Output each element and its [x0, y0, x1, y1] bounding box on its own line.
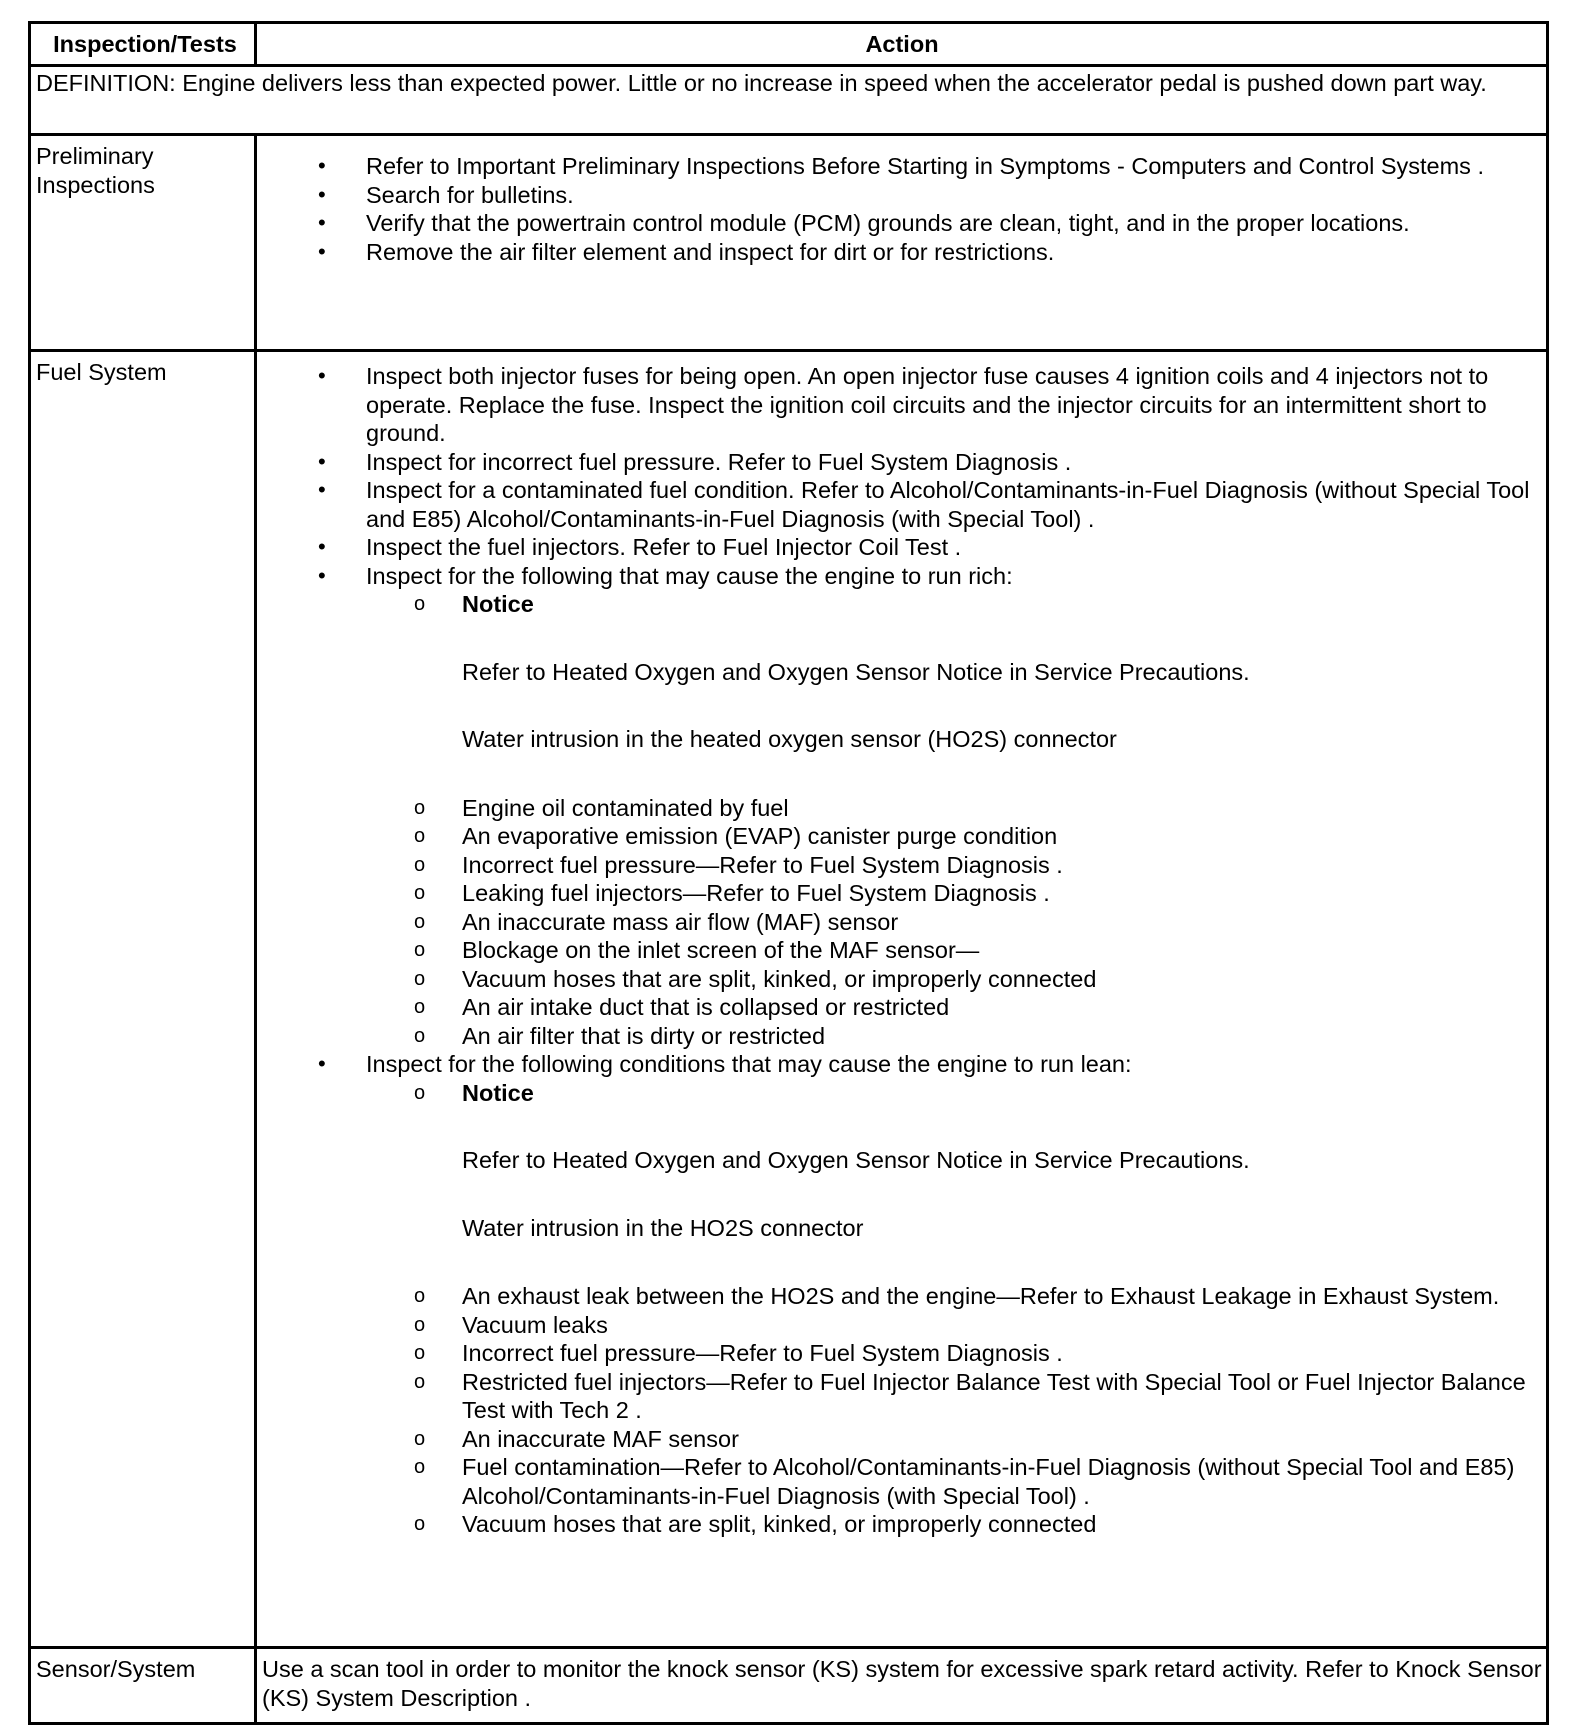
run-lean-sublist	[362, 1079, 1542, 1539]
list-item: • Inspect for incorrect fuel pressure. Refer to Fuel System Diagnosis .	[262, 448, 1542, 477]
sensor-system-label: Sensor/System	[31, 1649, 257, 1722]
list-item: • Remove the air filter element and inspect for dirt or for restrictions.	[262, 238, 1542, 267]
list-item: • Inspect both injector fuses for being open. An open injector fuse causes 4 ignition coils and 4 injectors not to operate. Replace the fuse. Inspect the ignition coil circuits and the injector circuits for an intermittent short to ground.	[262, 362, 1542, 448]
list-item: • Inspect the fuel injectors. Refer to Fuel Injector Coil Test .	[262, 533, 1542, 562]
fuel-list	[262, 362, 1542, 1539]
notice-title: o Notice	[462, 591, 534, 617]
sub-list-item: o Vacuum leaks	[362, 1311, 1542, 1340]
notice-extra: Water intrusion in the HO2S connector	[462, 1214, 864, 1241]
sub-list-item: o Incorrect fuel pressure—Refer to Fuel System Diagnosis .	[362, 1339, 1542, 1368]
sensor-system-row	[31, 1649, 1546, 1722]
notice-extra: Water intrusion in the heated oxygen sensor (HO2S) connector	[462, 726, 1117, 752]
header-inspection-tests: Inspection/Tests	[31, 24, 257, 64]
sub-list-item: o Blockage on the inlet screen of the MAF sensor—	[362, 936, 1542, 965]
sub-list-item: o Vacuum hoses that are split, kinked, or improperly connected	[362, 965, 1542, 994]
sub-list-item: o Leaking fuel injectors—Refer to Fuel System Diagnosis .	[362, 879, 1542, 908]
preliminary-inspections-actions	[257, 136, 1546, 349]
run-rich-sublist	[362, 590, 1542, 1050]
preliminary-list	[262, 152, 1542, 266]
fuel-system-row	[31, 352, 1546, 1649]
sub-list-item: o An air intake duct that is collapsed or restricted	[362, 993, 1542, 1022]
notice-item	[362, 590, 1542, 794]
sub-list-item: o An inaccurate mass air flow (MAF) sensor	[362, 908, 1542, 937]
list-item-run-lean	[262, 1050, 1542, 1539]
sub-list-item: o Fuel contamination—Refer to Alcohol/Contaminants-in-Fuel Diagnosis (without Special Tool and E85) Alcohol/Contaminants-in-Fuel Diagnosis (with Special Tool) .	[362, 1453, 1542, 1510]
table-header-row	[31, 24, 1546, 67]
notice-text: Refer to Heated Oxygen and Oxygen Sensor Notice in Service Precautions.	[462, 1147, 1250, 1173]
preliminary-inspections-label: Preliminary Inspections	[31, 136, 257, 349]
sub-list-item: o An evaporative emission (EVAP) canister purge condition	[362, 822, 1542, 851]
sub-list-item: o Engine oil contaminated by fuel	[362, 794, 1542, 823]
run-lean-intro: Inspect for the following conditions that may cause the engine to run lean:	[366, 1051, 1132, 1077]
notice-text: Refer to Heated Oxygen and Oxygen Sensor Notice in Service Precautions.	[462, 658, 1250, 685]
list-item: • Refer to Important Preliminary Inspections Before Starting in Symptoms - Computers and Control Systems .	[262, 152, 1542, 181]
list-item: • Inspect for a contaminated fuel condition. Refer to Alcohol/Contaminants-in-Fuel Diagnosis (without Special Tool and E85) Alcohol/Contaminants-in-Fuel Diagnosis (with Special Tool) .	[262, 476, 1542, 533]
fuel-system-label: Fuel System	[31, 352, 257, 1646]
list-item: • Verify that the powertrain control module (PCM) grounds are clean, tight, and in the proper locations.	[262, 209, 1542, 238]
list-item: • Search for bulletins.	[262, 181, 1542, 210]
sub-list-item: o Vacuum hoses that are split, kinked, or improperly connected	[362, 1510, 1542, 1539]
notice-item	[362, 1079, 1542, 1283]
sensor-system-action: Use a scan tool in order to monitor the knock sensor (KS) system for excessive spark retard activity. Refer to Knock Sensor (KS) System Description .	[262, 1656, 1542, 1711]
sub-list-item: o An air filter that is dirty or restricted	[362, 1022, 1542, 1051]
header-action: Action	[865, 31, 939, 57]
run-rich-intro: Inspect for the following that may cause the engine to run rich:	[366, 562, 1013, 589]
sub-list-item: o Restricted fuel injectors—Refer to Fuel Injector Balance Test with Special Tool or Fuel Injector Balance Test with Tech 2 .	[362, 1368, 1542, 1425]
fuel-system-actions	[257, 352, 1546, 1646]
list-item-run-rich	[262, 562, 1542, 1051]
sub-list-item: o An inaccurate MAF sensor	[362, 1425, 1542, 1454]
definition-text: DEFINITION: Engine delivers less than expected power. Little or no increase in speed when the accelerator pedal is pushed down part way.	[36, 70, 1487, 96]
sub-list-item: o An exhaust leak between the HO2S and the engine—Refer to Exhaust Leakage in Exhaust System.	[362, 1282, 1542, 1311]
definition-row	[31, 67, 1546, 136]
diagnostic-table	[28, 21, 1549, 1725]
notice-title: o Notice	[462, 1079, 534, 1106]
preliminary-inspections-row	[31, 136, 1546, 352]
sub-list-item: o Incorrect fuel pressure—Refer to Fuel System Diagnosis .	[362, 851, 1542, 880]
